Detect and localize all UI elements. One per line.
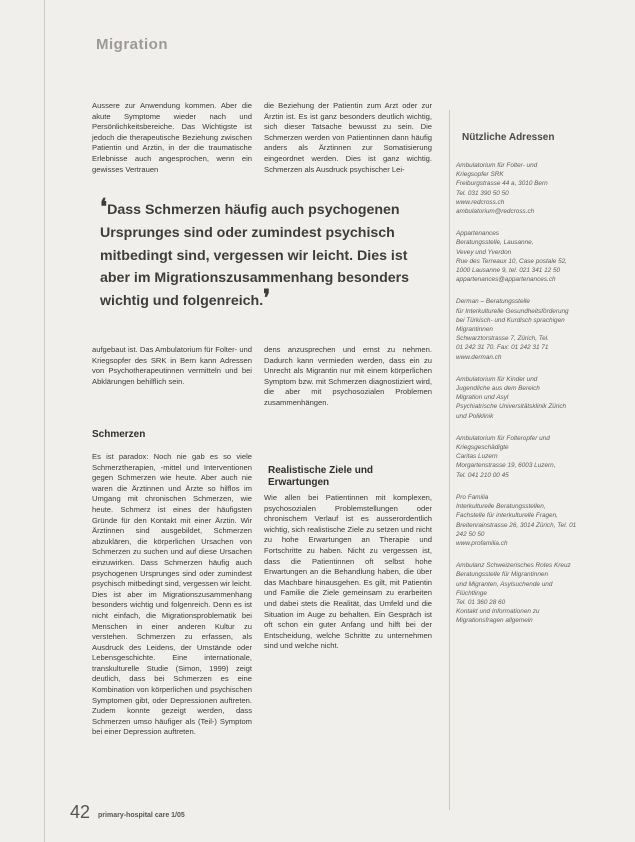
contact-block bbox=[456, 297, 598, 361]
contact-line: Beratungsstelle für Migrantinnen bbox=[456, 571, 549, 579]
contact-line: 01 242 31 70. Fax: 01 242 31 71 bbox=[456, 344, 549, 352]
contact-block bbox=[456, 375, 598, 421]
contact-line: Kontakt und Informationen zu bbox=[456, 608, 540, 616]
contact-line: Vevey und Yverdon bbox=[456, 248, 512, 256]
contact-line: 1000 Lausanne 9, tel. 021 341 12 50 bbox=[456, 267, 561, 275]
page-edge-line bbox=[44, 0, 45, 842]
heading-ziele: Realistische Ziele und Erwartungen bbox=[268, 465, 374, 488]
contact-block bbox=[456, 161, 598, 216]
contact-line: 242 50 50 bbox=[456, 530, 485, 538]
contact-line: Caritas Luzern bbox=[456, 453, 498, 461]
contact-line: Kriegsgeschädigte bbox=[456, 444, 509, 452]
contact-line: Beratungsstelle, Lausanne, bbox=[456, 239, 534, 247]
contact-line: bei Türkisch- und Kurdisch sprachigen bbox=[456, 316, 565, 324]
pull-quote bbox=[100, 194, 436, 313]
page-footer bbox=[70, 803, 185, 821]
contact-line: und Migranten, Asylsuchende und bbox=[456, 580, 553, 588]
contact-line: Appartenances bbox=[456, 230, 499, 238]
contact-line: Ambulatorium für Folter- und bbox=[456, 162, 538, 169]
contact-line: Tel. 01 360 28 60 bbox=[456, 598, 506, 606]
paragraph: aufgebaut ist. Das Ambulatorium für Folter- und Kriegsopfer des SRK in Bern kann Adressen von Psychotherapeutinnen vermitteln und bei Abklärungen behilflich sein. bbox=[92, 345, 252, 386]
pull-quote-text: Dass Schmerzen häufig auch psychogenen Ursprunges sind oder zumindest psychisch mitbedingt sind, vergessen wir leicht. Dies ist aber im Migrationszusammenhang besonders wichtig und folgenreich. bbox=[100, 202, 410, 310]
contact-line: und Poliklinik bbox=[456, 412, 494, 420]
sidebar-addresses bbox=[449, 110, 598, 810]
article-col-a-pain bbox=[92, 452, 252, 738]
heading-schmerzen: Schmerzen bbox=[92, 429, 146, 440]
contact-line: Pro Familia bbox=[456, 493, 489, 501]
contact-line: Tel. 031 390 50 50 bbox=[456, 189, 509, 197]
quote-close-mark: ❜ bbox=[263, 285, 271, 311]
contacts-list bbox=[456, 161, 598, 626]
paragraph: Aussere zur Anwendung kommen. Aber die akute Symptome wieder nach und Persönlichkeitsbereiche. Das Wichtigste ist jedoch die therapeutische Beziehung zwischen Patientin und Arztin, in der die traumatische Erlebnisse auch angesprochen, wenn ein gewisses Vertrauen bbox=[92, 101, 252, 174]
contact-line: Derman – Beratungsstelle bbox=[456, 298, 530, 306]
contact-line: Ambulatorium für Kinder und bbox=[456, 375, 538, 383]
page-number: 42 bbox=[70, 802, 91, 822]
contact-line: www.derman.ch bbox=[456, 353, 502, 361]
contact-line: Kriegsopfer SRK bbox=[456, 171, 504, 179]
article-col-b-goals bbox=[264, 493, 432, 652]
contact-line: Psychiatrische Universitätsklinik Zürich bbox=[456, 403, 567, 411]
contact-block bbox=[456, 434, 598, 480]
contact-line: Interkulturelle Beratungsstellen, bbox=[456, 503, 546, 511]
article-col-a-mid bbox=[92, 345, 252, 387]
contact-line: Ambulanz Schweizerisches Rotes Kreuz bbox=[456, 562, 571, 570]
contact-block bbox=[456, 561, 598, 625]
contact-line: Schwarztorstrasse 7, Zürich, Tel. bbox=[456, 335, 549, 343]
article-col-b-mid bbox=[264, 345, 432, 409]
contact-line: für Interkulturelle Gesundheitsförderung bbox=[456, 307, 569, 315]
contact-line: Migration und Asyl bbox=[456, 394, 509, 402]
contact-line: appartenances@appartenances.ch bbox=[456, 276, 556, 284]
sidebar-title: Nützliche Adressen bbox=[462, 132, 555, 143]
contact-block bbox=[456, 229, 598, 284]
quote-open-mark: ❛ bbox=[100, 194, 108, 219]
contact-line: Rue des Terreaux 10, Case postale 52, bbox=[456, 257, 567, 265]
paragraph: dens anzusprechen und ernst zu nehmen. Dadurch kann vermieden werden, dass ein zu Unrecht als Migrantin nur mit einem körperlichen Symptom bzw. mit Schmerzen diagnostiziert wird, die aber mit psychosozialen Problemen zusammenhängen. bbox=[264, 345, 432, 407]
contact-block bbox=[456, 493, 598, 548]
section-title: Migration bbox=[96, 36, 168, 53]
contact-line: Migrationsfragen allgemein bbox=[456, 617, 533, 625]
contact-line: www.profamilia.ch bbox=[456, 539, 508, 547]
contact-line: Flüchtlinge bbox=[456, 589, 487, 597]
article-col-b-top bbox=[264, 101, 432, 175]
article-col-a-top bbox=[92, 101, 252, 175]
contact-line: ambulatorium@redcross.ch bbox=[456, 208, 535, 216]
contact-line: www.redcross.ch bbox=[456, 198, 505, 206]
contact-line: Ambulatorium für Folteropfer und bbox=[456, 434, 550, 442]
paragraph: Es ist paradox: Noch nie gab es so viele Schmerztherapien, -mittel und Interventionen gegen Schmerzen wie heute. Aber auch nie waren die Ärztinnen und Ärzte so hilflos im Umgang mit chronischen Schmerzen, wie heute. Schmerz ist eines der häufigsten Gründe für den Kontakt mit einer Ärztin. Wir Ärztinnen sind ausgebildet, Schmerzen abzuklären, die körperlichen Ursachen von Schmerzen zu suchen und auf diese Ursachen einzuwirken. Dass Schmerzen häufig auch psychogenen Ursprunges sind oder zumindest psychisch mitbedingt sind, vergessen wir leicht. Dies ist aber im Migrationszusammenhang besonders wichtig und folgenreich. Denn es ist nicht einfach, die Migrationsproblematik bei Menschen in einer anderen Kultur zu verstehen. Schmerzen zu erfassen, als Ausdruck des Leidens, der Umstände oder Lebensgeschichte. Eine internationale, transkulturelle Studie (Simon, 1999) zeigt deutlich, dass bei Schmerzen es eine Kombination von körperlichen und psychischen Symptomen gibt, oder Depressionen auftreten. Zudem konnte gezeigt werden, dass Schmerzen umso häufiger als (Teil-) Symptom bei einer Depression auftreten. bbox=[92, 452, 252, 737]
contact-line: Jugendliche aus dem Bereich bbox=[456, 385, 540, 393]
contact-line: Migrantinnen bbox=[456, 326, 493, 334]
contact-line: Fachstelle für interkulturelle Fragen, bbox=[456, 512, 558, 520]
contact-line: Freiburgstrasse 44 a, 3010 Bern bbox=[456, 180, 548, 188]
journal-label: primary-hospital care 1/05 bbox=[98, 812, 185, 819]
paragraph: Wie allen bei Patientinnen mit komplexen, psychosozialen Problemstellungen oder chronischem Verlauf ist es ausserordentlich wichtig, sich realistische Ziele zu setzen und nicht zu hohe Erwartungen an Therapie und Fortschritte zu haben. Nicht zu vergessen ist, dass die Patientinnen oft selbst hohe Erwartungen an die Behandlung haben, die über das Machbare hinausgehen. Es gilt, mit Patientin und Familie die Ziele gemeinsam zu erarbeiten und dabei stets die Realität, das Umfeld und die Situation im Auge zu behalten. Ein Gespräch ist oft schon ein guter Anfang und hilft bei der Entscheidung, welche Schritte zu unternehmen sind und welche nicht. bbox=[264, 493, 432, 651]
paragraph: die Beziehung der Patientin zum Arzt oder zur Ärztin ist. Es ist ganz besonders deutlich wichtig, sich dieser Tatsache bewusst zu sein. Die Schmerzen werden von Patientinnen dann häufig anders als Ärztinnen zur Somatisierung eingeordnet werden. Dies ist ganz wichtig. Schmerzen als Ausdruck psychischer Lei- bbox=[264, 101, 432, 174]
contact-line: Tel. 041 210 00 45 bbox=[456, 471, 509, 479]
contact-line: Breitenrainstrasse 26, 3014 Zürich, Tel. 01 bbox=[456, 521, 577, 529]
contact-line: Morgartenstrasse 19, 6003 Luzern, bbox=[456, 462, 556, 470]
